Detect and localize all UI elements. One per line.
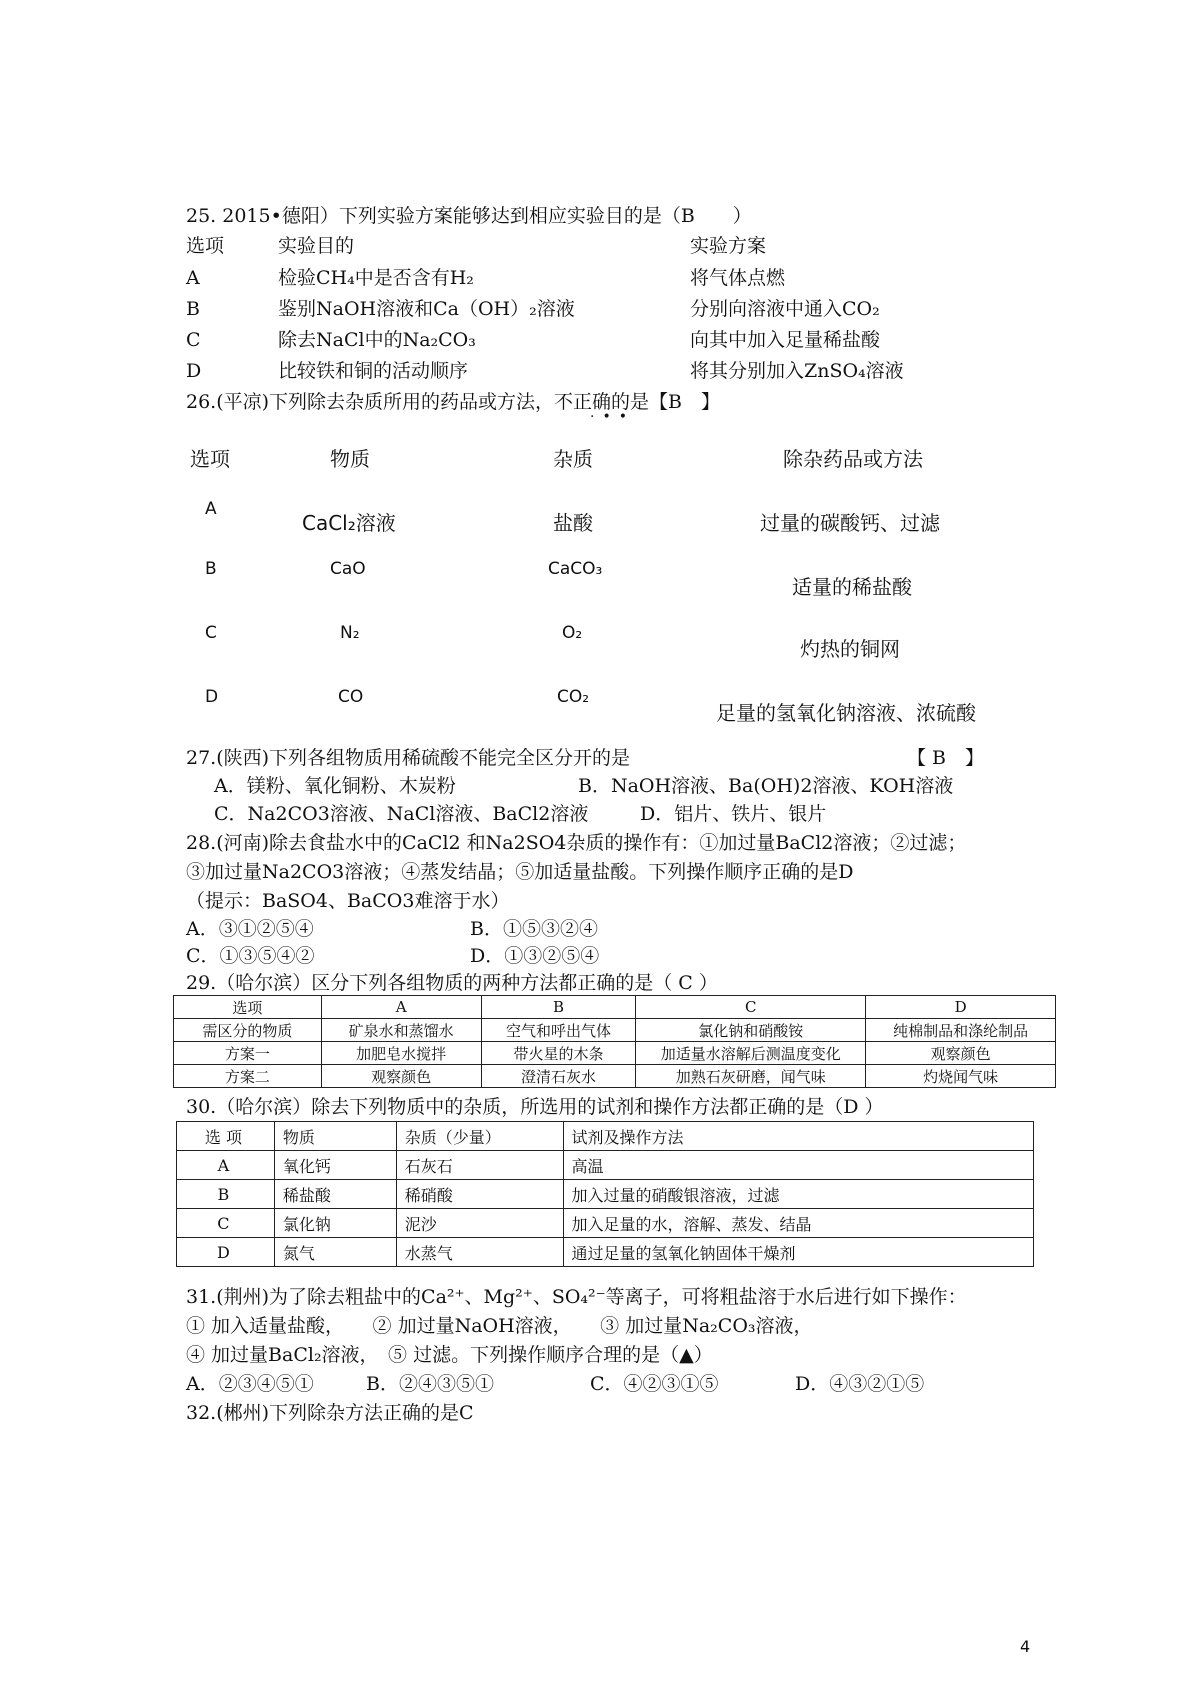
q25-header-purpose: 实验目的 [278, 235, 355, 257]
table-cell: 氮气 [274, 1238, 396, 1267]
q26-row-d-impurity: CO₂ [557, 687, 590, 707]
q25-row-d-plan: 将其分别加入ZnSO₄溶液 [690, 360, 904, 382]
q25-header-option: 选项 [186, 235, 225, 257]
table-cell: 氧化钙 [274, 1151, 396, 1180]
q25-row-d-purpose: 比较铁和铜的活动顺序 [278, 360, 469, 382]
q28-option-d: D．①③②⑤④ [470, 945, 600, 967]
q28-option-a: A．③①②⑤④ [186, 918, 314, 940]
table-cell: D [177, 1238, 275, 1267]
q26-row-a-option: A [205, 499, 217, 519]
q28-line2: ③加过量Na2CO3溶液；④蒸发结晶；⑤加适量盐酸。下列操作顺序正确的是D [186, 861, 854, 883]
table-row [174, 1065, 1056, 1088]
q26-header-method: 除杂药品或方法 [783, 447, 923, 471]
q26-row-c-substance: N₂ [340, 623, 360, 643]
q25-title: 25. 2015•德阳）下列实验方案能够达到相应实验目的是（B ） [186, 205, 752, 227]
table-cell: 泥沙 [396, 1209, 563, 1238]
q26-row-d-substance: CO [338, 687, 364, 707]
q28-line1: 28.(河南)除去食盐水中的CaCl2 和Na2SO4杂质的操作有：①加过量BaCl2溶液；②过滤； [186, 832, 967, 854]
table-cell: 高温 [563, 1151, 1033, 1180]
q26-header-option: 选项 [190, 447, 230, 471]
table-row [177, 1122, 1034, 1151]
table-cell: 纯棉制品和涤纶制品 [866, 1019, 1056, 1042]
q29-title: 29.（哈尔滨）区分下列各组物质的两种方法都正确的是（ C ） [186, 972, 718, 994]
q28-option-b: B．①⑤③②④ [470, 918, 598, 940]
q27-option-a: A．镁粉、氧化铜粉、木炭粉 [214, 775, 456, 797]
table-cell: 方案二 [174, 1065, 322, 1088]
q30-table [176, 1121, 1034, 1267]
table-cell: 物质 [274, 1122, 396, 1151]
q31-line1: 31.(荆州)为了除去粗盐中的Ca²⁺、Mg²⁺、SO₄²⁻等离子，可将粗盐溶于水后进行如下操作： [186, 1286, 967, 1308]
table-cell: 观察颜色 [321, 1065, 481, 1088]
q25-row-a-purpose: 检验CH₄中是否含有H₂ [278, 267, 474, 289]
q27-title: 27.(陕西)下列各组物质用稀硫酸不能完全区分开的是 [186, 747, 631, 769]
table-cell: 通过足量的氢氧化钠固体干燥剂 [563, 1238, 1033, 1267]
q26-row-a-substance: CaCl₂溶液 [302, 511, 396, 535]
q27-option-b: B．NaOH溶液、Ba(OH)2溶液、KOH溶液 [578, 775, 954, 797]
q26-row-b-option: B [205, 559, 217, 579]
q26-row-c-impurity: O₂ [562, 623, 583, 643]
table-cell: C [636, 996, 866, 1019]
q30-title: 30.（哈尔滨）除去下列物质中的杂质，所选用的试剂和操作方法都正确的是（D ） [186, 1096, 884, 1118]
table-cell: 氯化钠和硝酸铵 [636, 1019, 866, 1042]
q27-answer: 【 B 】 [907, 747, 985, 769]
table-cell: B [177, 1180, 275, 1209]
table-cell: C [177, 1209, 275, 1238]
table-row [174, 1042, 1056, 1065]
table-cell: 空气和呼出气体 [481, 1019, 636, 1042]
q31-option-a: A．②③④⑤① [186, 1373, 314, 1395]
q27-option-c: C．Na2CO3溶液、NaCl溶液、BaCl2溶液 [214, 803, 589, 825]
q25-row-b-purpose: 鉴别NaOH溶液和Ca（OH）₂溶液 [278, 298, 575, 320]
table-cell: 试剂及操作方法 [563, 1122, 1033, 1151]
table-cell: 需区分的物质 [174, 1019, 322, 1042]
q31-option-b: B．②④③⑤① [366, 1373, 494, 1395]
table-cell: 观察颜色 [866, 1042, 1056, 1065]
q26-title: 26.(平凉)下列除去杂质所用的药品或方法，不正确的是【B 】 [186, 391, 721, 413]
q31-line2: ① 加入适量盐酸， ② 加过量NaOH溶液， ③ 加过量Na₂CO₃溶液， [186, 1315, 813, 1337]
table-row [174, 1019, 1056, 1042]
table-cell: 石灰石 [396, 1151, 563, 1180]
q26-row-b-substance: CaO [330, 559, 366, 579]
q26-emphasis-dots: ·•• [590, 409, 635, 425]
table-row [177, 1180, 1034, 1209]
table-cell: 加适量水溶解后测温度变化 [636, 1042, 866, 1065]
table-cell: 稀盐酸 [274, 1180, 396, 1209]
q27-option-d: D．铝片、铁片、银片 [640, 803, 827, 825]
q26-row-d-option: D [205, 687, 219, 707]
q26-row-b-impurity: CaCO₃ [548, 559, 603, 579]
table-cell: 水蒸气 [396, 1238, 563, 1267]
page-number: 4 [1020, 1637, 1031, 1656]
table-cell: 氯化钠 [274, 1209, 396, 1238]
table-row [174, 996, 1056, 1019]
q26-row-c-option: C [205, 623, 217, 643]
table-row [177, 1151, 1034, 1180]
q26-row-d-method: 足量的氢氧化钠溶液、浓硫酸 [716, 701, 976, 725]
q25-row-c-option: C [186, 329, 201, 351]
q26-row-a-impurity: 盐酸 [553, 511, 593, 535]
table-cell: 稀硝酸 [396, 1180, 563, 1209]
table-cell: 杂质（少量） [396, 1122, 563, 1151]
table-cell: D [866, 996, 1056, 1019]
q26-row-c-method: 灼热的铜网 [800, 637, 900, 661]
q31-option-c: C．④②③①⑤ [590, 1373, 719, 1395]
table-cell: 选 项 [177, 1122, 275, 1151]
table-cell: 选项 [174, 996, 322, 1019]
q25-row-d-option: D [186, 360, 202, 382]
table-cell: 矿泉水和蒸馏水 [321, 1019, 481, 1042]
table-cell: 灼烧闻气味 [866, 1065, 1056, 1088]
table-cell: 方案一 [174, 1042, 322, 1065]
q25-row-a-option: A [186, 267, 200, 289]
q32-title: 32.(郴州)下列除杂方法正确的是C [186, 1402, 474, 1424]
q25-row-c-purpose: 除去NaCl中的Na₂CO₃ [278, 329, 476, 351]
q28-option-c: C．①③⑤④② [186, 945, 315, 967]
table-cell: B [481, 996, 636, 1019]
q26-row-b-method: 适量的稀盐酸 [792, 575, 912, 599]
q28-hint: （提示：BaSO4、BaCO3难溶于水） [186, 890, 510, 912]
table-cell: 加入过量的硝酸银溶液，过滤 [563, 1180, 1033, 1209]
q25-row-b-plan: 分别向溶液中通入CO₂ [690, 298, 880, 320]
table-cell: A [321, 996, 481, 1019]
q25-row-b-option: B [186, 298, 200, 320]
q29-table [173, 995, 1056, 1088]
table-cell: 加熟石灰研磨，闻气味 [636, 1065, 866, 1088]
q26-header-substance: 物质 [330, 447, 370, 471]
q26-row-a-method: 过量的碳酸钙、过滤 [760, 511, 940, 535]
table-cell: 带火星的木条 [481, 1042, 636, 1065]
q31-line3: ④ 加过量BaCl₂溶液， ⑤ 过滤。下列操作顺序合理的是（▲） [186, 1344, 713, 1366]
q26-header-impurity: 杂质 [553, 447, 593, 471]
q25-row-a-plan: 将气体点燃 [690, 267, 786, 289]
q25-row-c-plan: 向其中加入足量稀盐酸 [690, 329, 881, 351]
table-cell: 加肥皂水搅拌 [321, 1042, 481, 1065]
table-row [177, 1209, 1034, 1238]
table-cell: A [177, 1151, 275, 1180]
q31-option-d: D．④③②①⑤ [795, 1373, 925, 1395]
table-cell: 澄清石灰水 [481, 1065, 636, 1088]
q25-header-plan: 实验方案 [690, 235, 767, 257]
table-cell: 加入足量的水，溶解、蒸发、结晶 [563, 1209, 1033, 1238]
table-row [177, 1238, 1034, 1267]
